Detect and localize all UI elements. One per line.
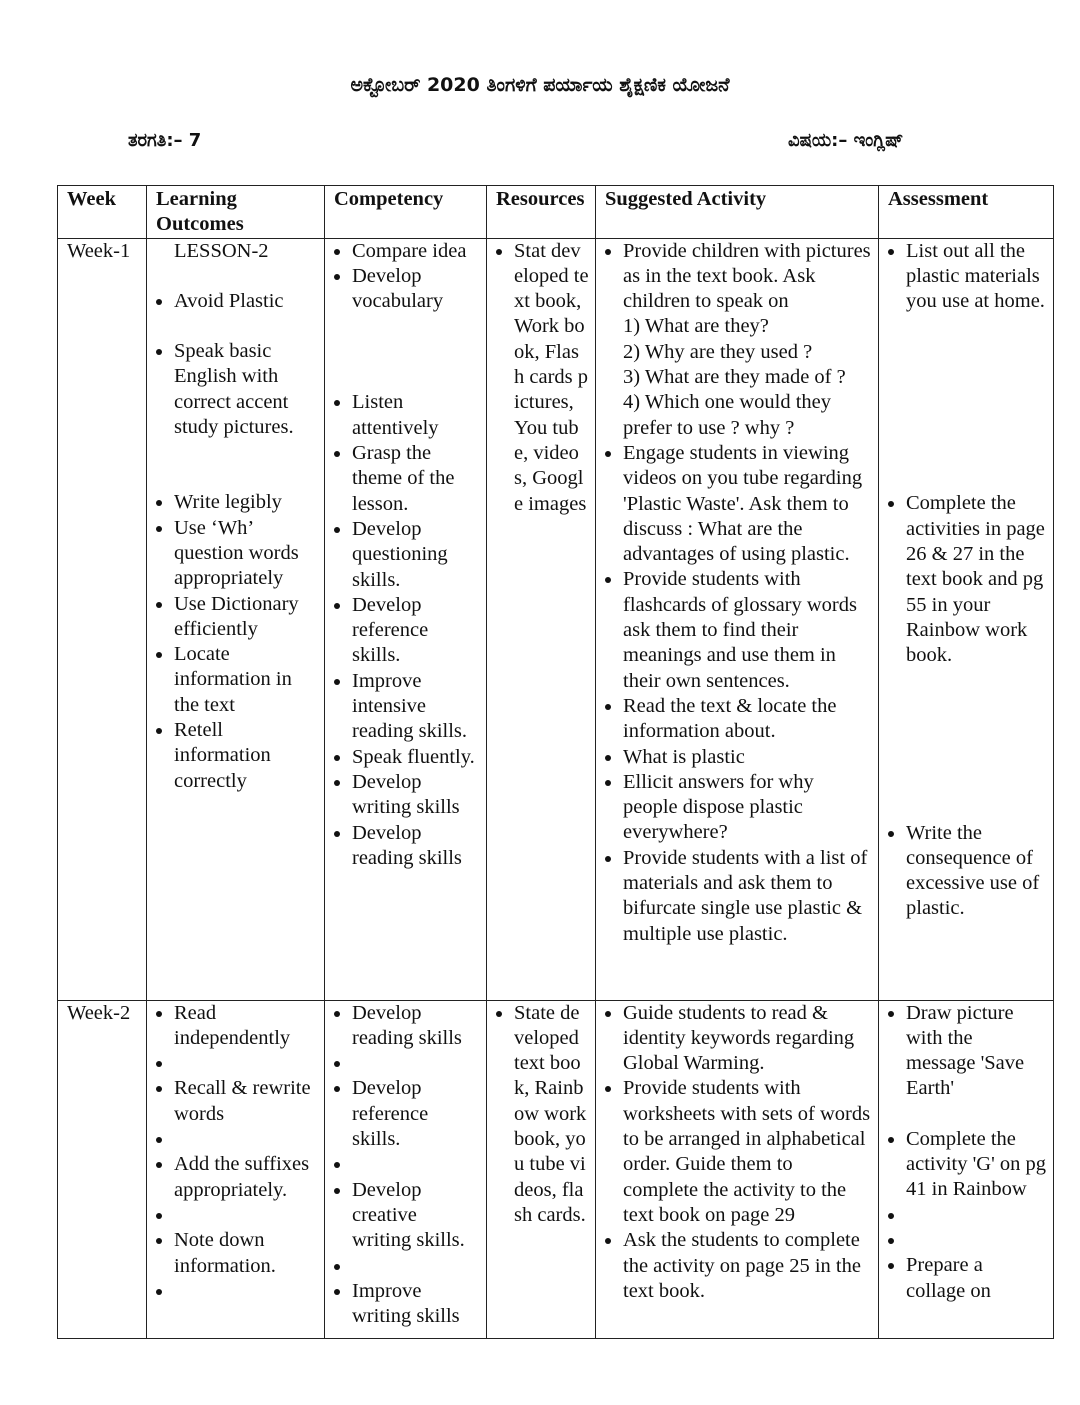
week-1-competency <box>325 238 487 1000</box>
list-item: • Complete the activities in page 26 & 27 in the text book and pg 55 in your Rainbow work book. <box>906 491 1047 668</box>
list-item: • Read the text & locate the information about. <box>623 694 872 745</box>
list-item: • Speak fluently. <box>352 745 480 770</box>
list-item: • Write the consequence of excessive use of plastic. <box>906 821 1047 922</box>
list-item: • Provide students with worksheets with sets of words to be arranged in alphabetical order. Guide them to complete the activity to the text book on page 29 <box>623 1076 872 1228</box>
list-item: • Guide students to read & identity keywords regarding Global Warming. <box>623 1001 872 1077</box>
week-2-outcomes <box>147 1000 325 1338</box>
list-item: • Ellicit answers for why people dispose plastic everywhere? <box>623 770 872 846</box>
header-assessment: Assessment <box>879 186 1054 239</box>
list-item <box>174 1051 318 1076</box>
list-item: • Improve intensive reading skills. <box>352 669 480 745</box>
list-item: • Add the suffixes appropriately. <box>174 1152 318 1203</box>
list-item: • Note down information. <box>174 1228 318 1279</box>
list-item <box>174 1203 318 1228</box>
list-item: • Write legibly <box>174 490 318 515</box>
list-item: • Develop reading skills <box>352 1001 480 1052</box>
week-2-activities <box>596 1000 879 1338</box>
week-2-assessment <box>879 1000 1054 1338</box>
list-item: • Retell information correctly <box>174 718 318 794</box>
list-item: • Use ‘Wh’ question words appropriately <box>174 516 318 592</box>
list-item: • Develop questioning skills. <box>352 517 480 593</box>
list-item: • Recall & rewrite words <box>174 1076 318 1127</box>
subject-label: ವಿಷಯ:– ಇಂಗ್ಲಿಷ್ <box>788 130 904 151</box>
week-1-assessment <box>879 238 1054 1000</box>
table-row-week-1 <box>58 238 1054 1000</box>
document-title: ಅಕ್ಟೋಬರ್ 2020 ತಿಂಗಳಿಗೆ ಪರ್ಯಾಯ ಶೈಕ್ಷಣಿಕ ಯೋಜನೆ <box>350 74 730 96</box>
list-item: • Develop reference skills. <box>352 1076 480 1152</box>
header-suggested-activity: Suggested Activity <box>596 186 879 239</box>
list-item: • Stat developed text book, Work book, Flash cards pictures, You tube, videos, Google images <box>514 239 589 517</box>
class-label: ತರಗತಿ:– 7 <box>128 130 202 151</box>
list-item: • Develop writing skills <box>352 770 480 821</box>
list-item: • Develop reference skills. <box>352 593 480 669</box>
list-item: • Develop vocabulary <box>352 264 480 315</box>
header-competency: Competency <box>325 186 487 239</box>
list-item: • Listen attentively <box>352 390 480 441</box>
list-item <box>352 1051 480 1076</box>
table-header-row <box>58 186 1054 239</box>
list-item: • List out all the plastic materials you use at home. <box>906 239 1047 315</box>
header-week: Week <box>58 186 147 239</box>
week-2-resources <box>487 1000 596 1338</box>
week-1-outcomes <box>147 238 325 1000</box>
list-item: • Provide children with pictures as in the text book. Ask children to speak on 1) What are they? 2) Why are they used ? 3) What are they made of ? 4) Which one would they prefer to use ? why ? <box>623 239 872 441</box>
list-item: • Draw picture with the message 'Save Earth' <box>906 1001 1047 1102</box>
list-item: • Read independently <box>174 1001 318 1052</box>
list-item: • Use Dictionary efficiently <box>174 592 318 643</box>
list-item <box>906 1203 1047 1228</box>
list-item: • Grasp the theme of the lesson. <box>352 441 480 517</box>
list-item: • What is plastic <box>623 745 872 770</box>
list-item: • Develop reading skills <box>352 821 480 872</box>
list-item: • Compare idea <box>352 239 480 264</box>
list-item <box>906 1228 1047 1253</box>
table-row-week-2 <box>58 1000 1054 1338</box>
lesson-label: LESSON-2 <box>174 239 269 262</box>
list-item: • Provide students with a list of materials and ask them to bifurcate single use plastic & multiple use plastic. <box>623 846 872 947</box>
list-item <box>174 1127 318 1152</box>
list-item: • Provide students with flashcards of glossary words ask them to find their meanings and use them in their own sentences. <box>623 567 872 693</box>
list-item: • Complete the activity 'G' on pg 41 in Rainbow <box>906 1127 1047 1203</box>
lesson-plan-table <box>57 185 1054 1339</box>
week-1-label: Week-1 <box>58 238 147 1000</box>
week-2-label: Week-2 <box>58 1000 147 1338</box>
list-item <box>352 1254 480 1279</box>
list-item <box>352 1152 480 1177</box>
list-item: • Engage students in viewing videos on you tube regarding 'Plastic Waste'. Ask them to discuss : What are the advantages of using plastic. <box>623 441 872 567</box>
list-item: • State developed text book, Rainbow work book, you tube videos, flash cards. <box>514 1001 589 1229</box>
list-item: • Avoid Plastic <box>174 289 318 314</box>
list-item <box>174 1279 318 1304</box>
list-item: • Locate information in the text <box>174 642 318 718</box>
week-1-activities <box>596 238 879 1000</box>
list-item: • Prepare a collage on <box>906 1253 1047 1304</box>
list-item: • Ask the students to complete the activity on page 25 in the text book. <box>623 1228 872 1304</box>
list-item: • Speak basic English with correct accent study pictures. <box>174 339 318 440</box>
header-resources: Resources <box>487 186 596 239</box>
list-item: • Develop creative writing skills. <box>352 1178 480 1254</box>
header-learning-outcomes: Learning Outcomes <box>147 186 325 239</box>
week-1-resources <box>487 238 596 1000</box>
list-item: • Improve writing skills <box>352 1279 480 1330</box>
week-2-competency <box>325 1000 487 1338</box>
